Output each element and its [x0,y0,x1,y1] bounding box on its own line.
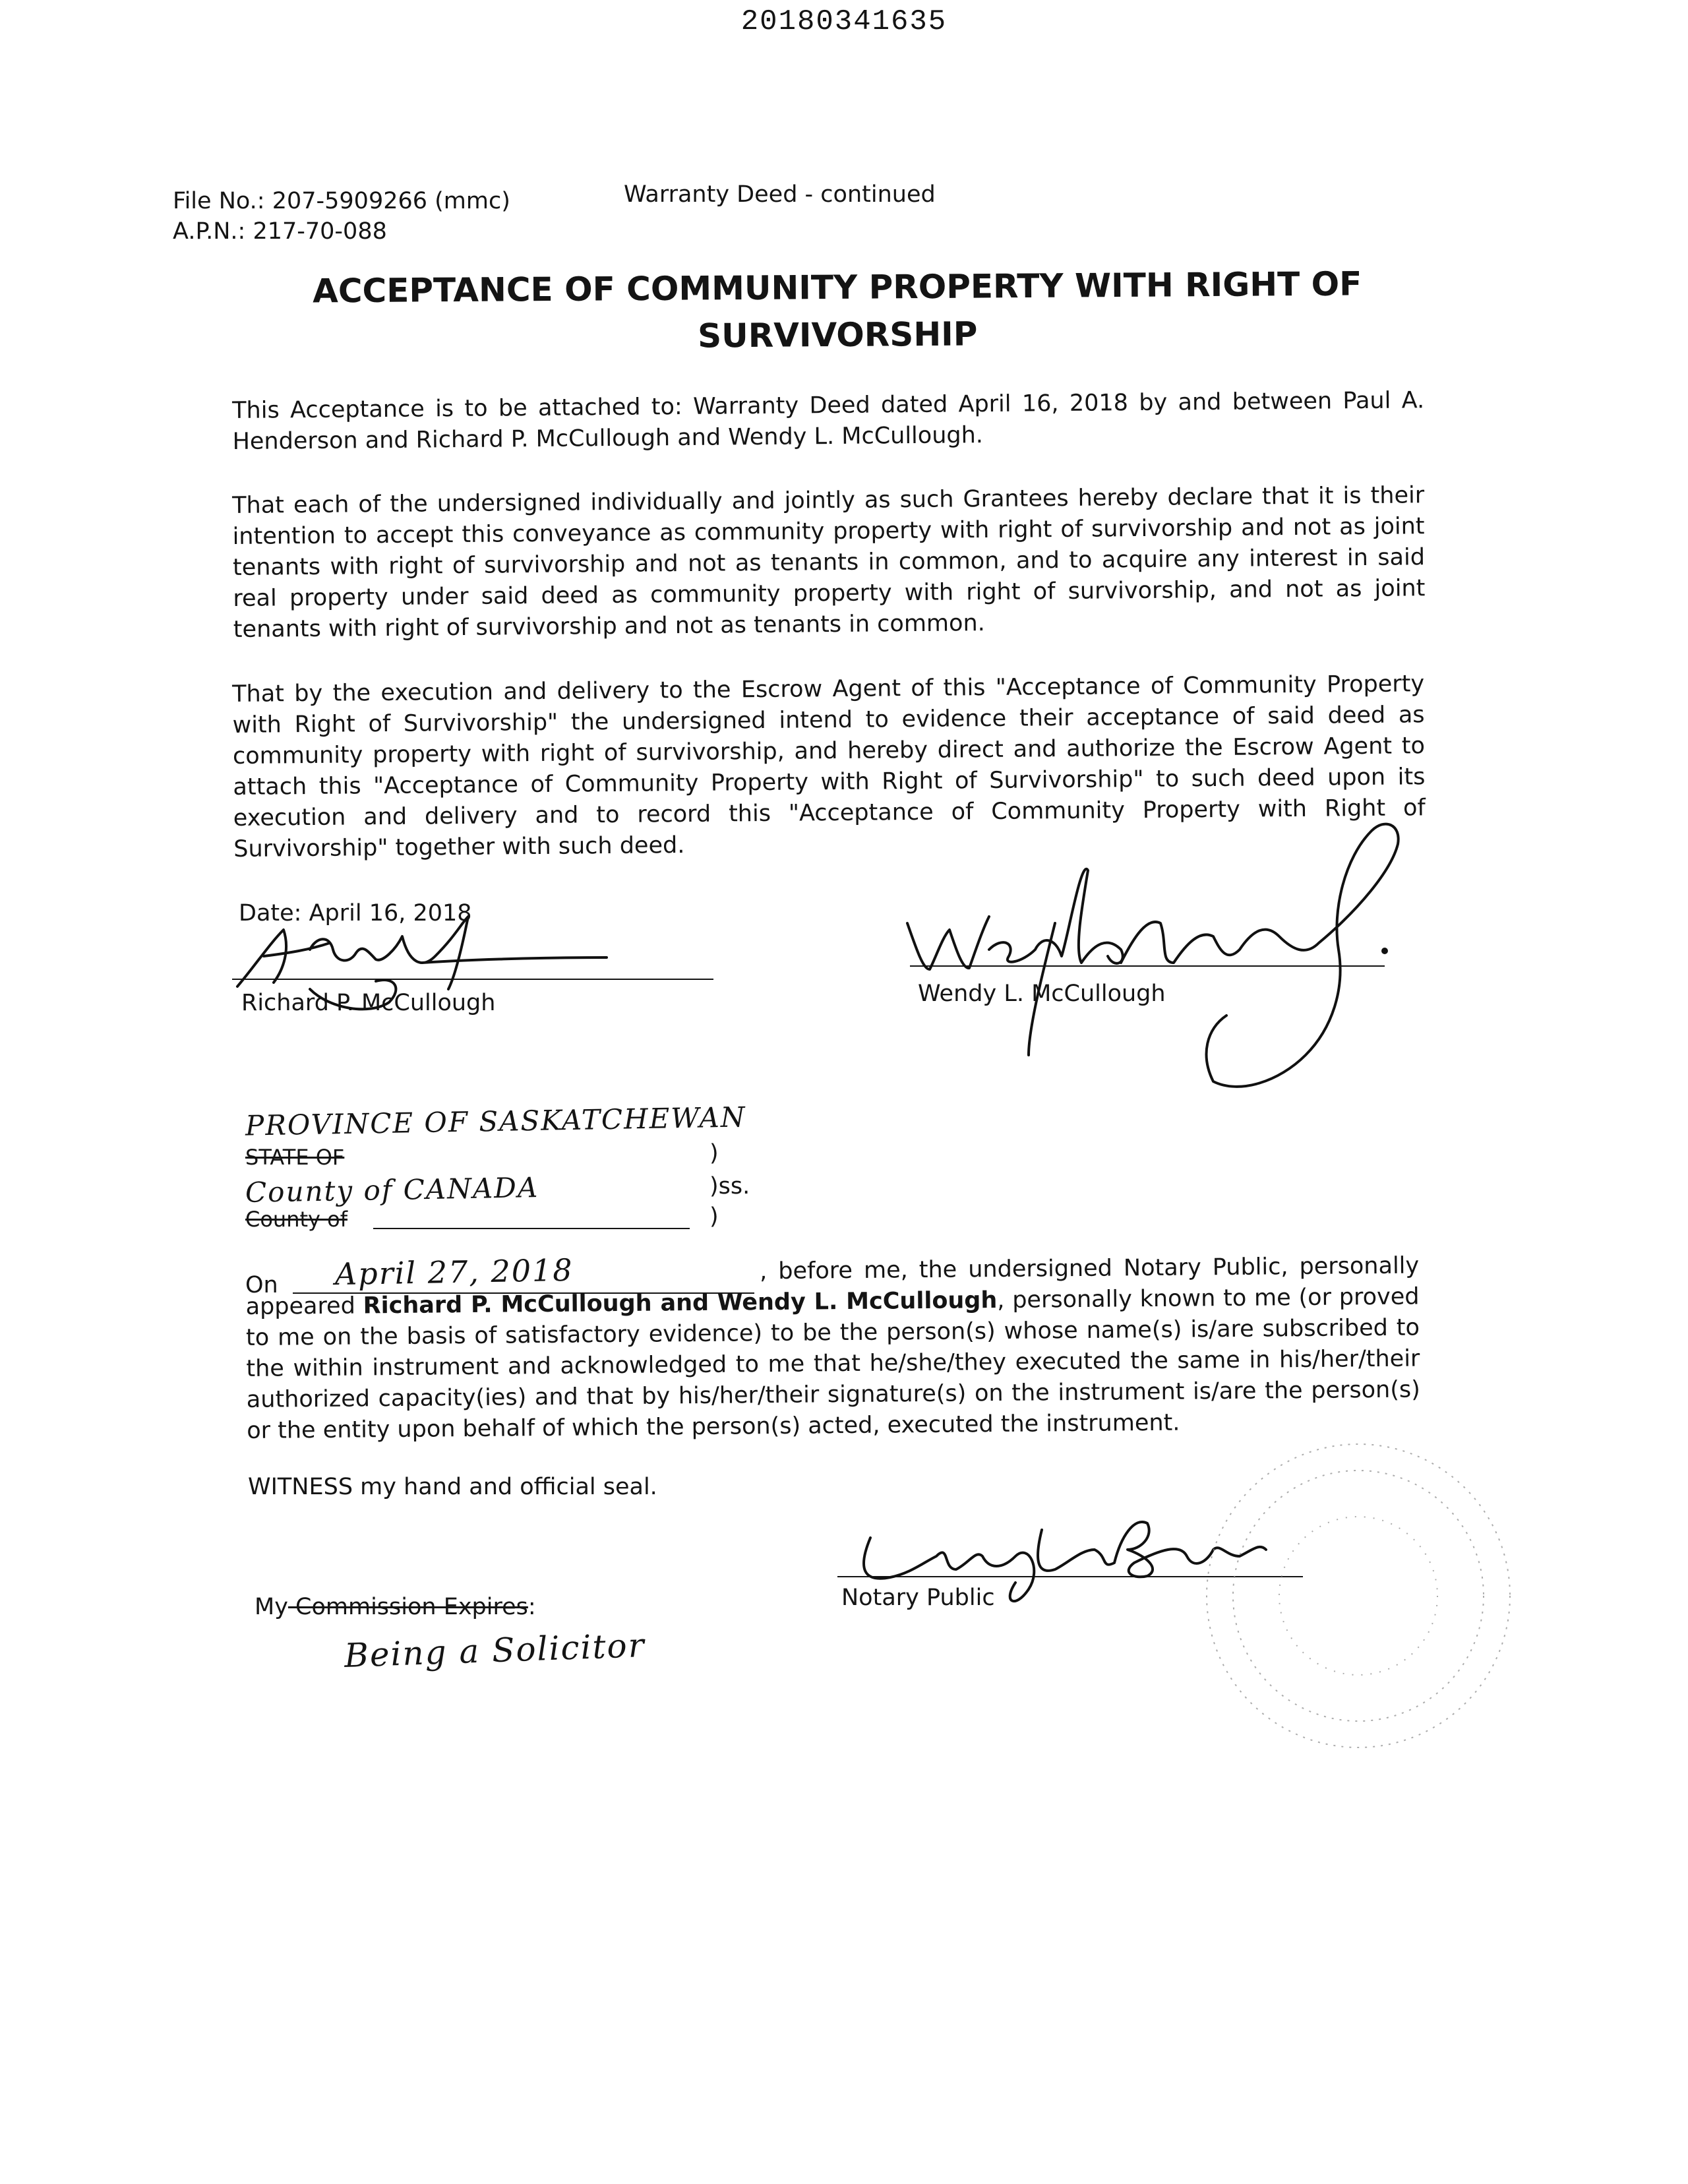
on-label: On [245,1272,278,1298]
state-label: STATE OF [245,1145,345,1170]
witness-text: WITNESS my hand and official seal. [248,1474,657,1500]
notary-public-label: Notary Public [841,1585,995,1611]
handwritten-province: PROVINCE OF SASKATCHEWAN [245,1101,746,1142]
county-label: County of [245,1207,347,1232]
paragraph-escrow: That by the execution and delivery to the Escrow Agent of this "Acceptance of Community Property with Right of Survivorship" the undersigned intend to evidence their acceptance of said deed as community property with right of survivorship, and hereby direct and authorize the Escrow Agent to attach this "Acceptance of Community Property with Right of Survivorship" to such deed upon its execution and delivery and to record this "Acceptance of Community Property with Right of Survivorship" together with such deed. [232,671,1426,863]
notary-text-lead: , before me, the undersigned Notary Public, personally appeared [245,1252,1420,1320]
commission-prefix: My [255,1594,288,1620]
page-title: ACCEPTANCE OF COMMUNITY PROPERTY WITH RIGHT OF SURVIVORSHIP [312,264,1362,355]
venue-ss: )ss. [709,1173,750,1199]
handwritten-commission: Being a Solicitor [344,1626,646,1675]
notary-names: Richard P. McCullough and Wendy L. McCullough [363,1287,998,1320]
signature-notary-icon [864,1522,1266,1601]
notary-text-rest: , personally known to me (or proved to me on the basis of satisfactory evidence) to be the person(s) whose name(s) is/are subscribed to the within instrument and acknowledged to me that he/she/they executed the same in his/her/their authorized capacity(ies) and that by his/her/their signature(s) on the instrument is/are the person(s) or the entity upon behalf of which the person(s) acted, executed the instrument. [245,1283,1420,1444]
signature-wendy-icon [907,824,1399,1087]
commission-suffix: : [528,1594,536,1620]
commission-struck: Commission Expires [287,1594,528,1620]
paragraph-attachment: This Acceptance is to be attached to: Warranty Deed dated April 16, 2018 by and between Paul A. Henderson and Richard P. McCullough and Wendy L. McCullough. [232,387,1425,455]
signer-name-richard: Richard P. McCullough [241,990,496,1016]
signature-date: Date: April 16, 2018 [239,900,472,926]
signer-name-wendy: Wendy L. McCullough [918,981,1166,1007]
venue-paren-3: ) [709,1203,719,1230]
file-number: File No.: 207-5909266 (mmc) [173,188,510,214]
deed-subtitle: Warranty Deed - continued [624,181,936,208]
document-number: 20180341635 [740,5,948,38]
notary-seal-icon [1207,1444,1510,1747]
apn-number: A.P.N.: 217-70-088 [173,218,387,245]
paragraph-declaration: That each of the undersigned individually and jointly as such Grantees hereby declare that it is their intention to accept this conveyance as community property with right of survivorship and not as joint tenants with right of survivorship and not as tenants in common, and to acquire any interest in said real property under said deed as community property with right of survivorship, and not as joint tenants with right of survivorship and not as tenants in common. [232,482,1426,643]
venue-paren-1: ) [709,1140,719,1167]
handwritten-country: County of CANADA [245,1171,539,1209]
signature-richard-icon [237,917,607,1009]
handwritten-notary-date: April 27, 2018 [334,1252,574,1292]
